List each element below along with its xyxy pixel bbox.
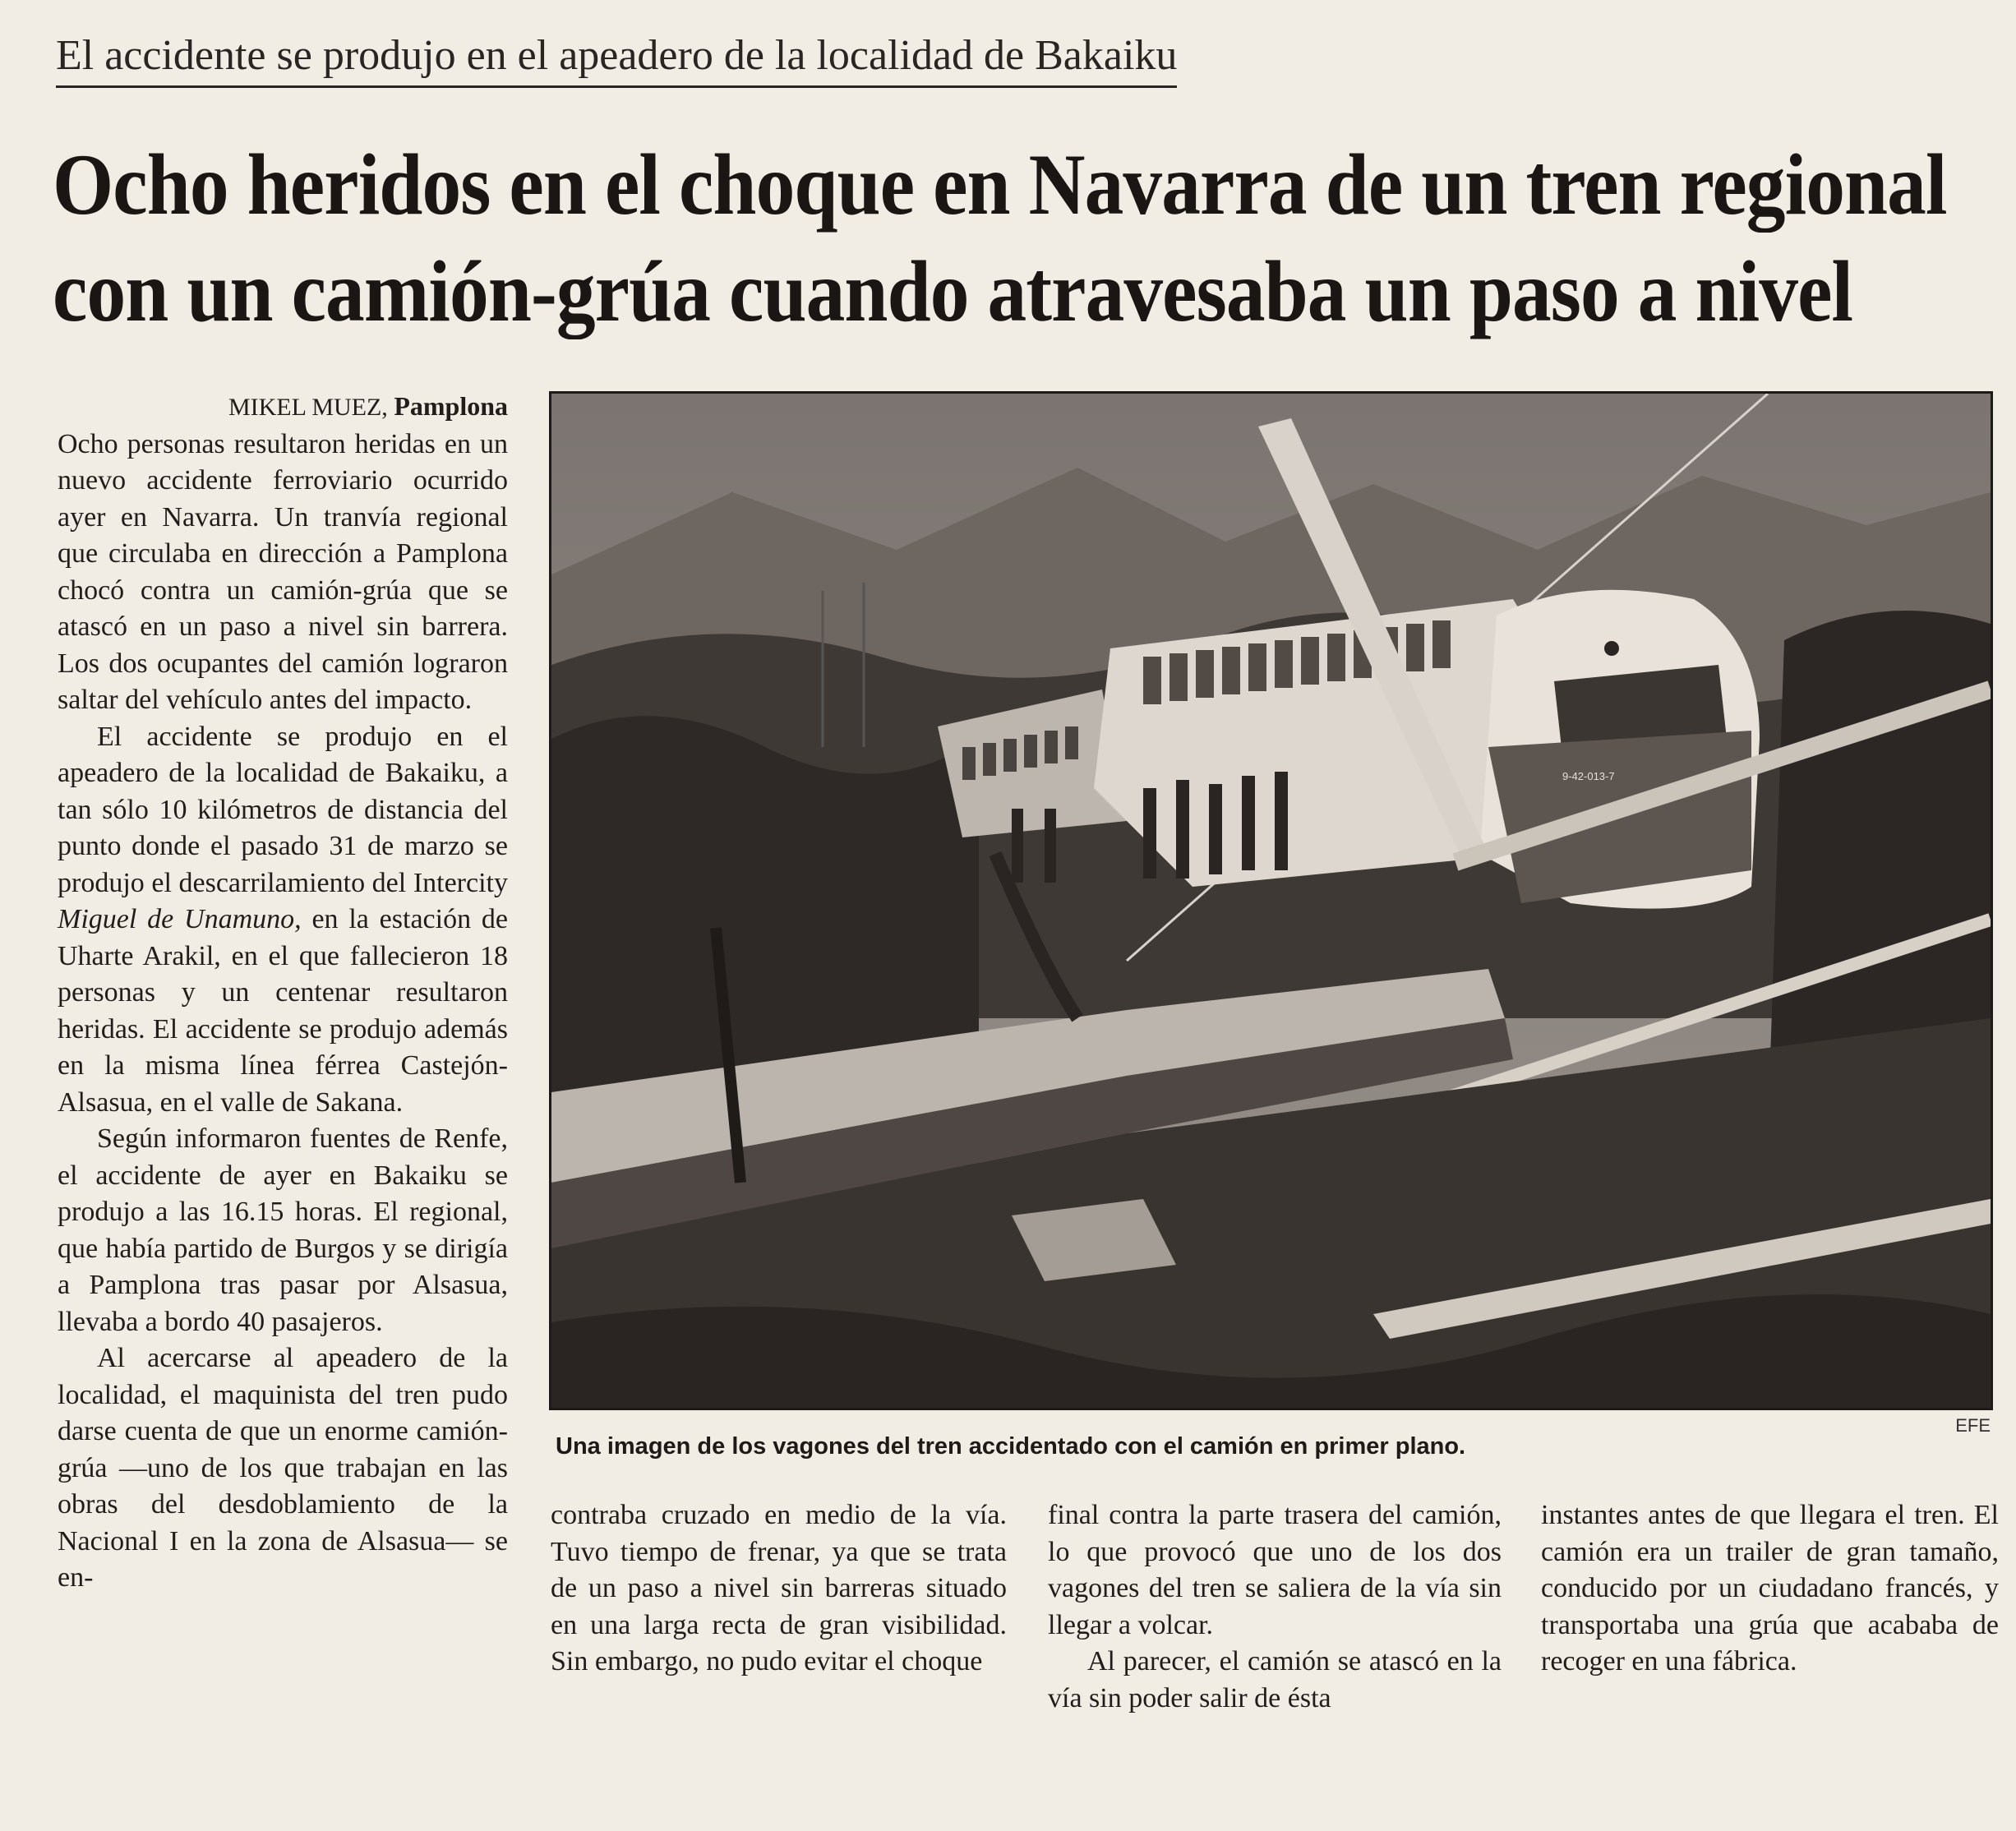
paragraph-2-text-a: El accidente se produjo en el apeadero de la localidad de Bakaiku, a tan sólo 10 kilómetros de distancia del punto donde el pasado 31 de marzo se produjo el descarrilamiento del Intercity <box>58 721 508 898</box>
paragraph-5-start: Al parecer, el camión se atascó en la vía sin poder salir de ésta <box>1048 1646 1502 1713</box>
article-column-1 <box>58 388 508 1597</box>
kicker: El accidente se produjo en el apeadero de la localidad de Bakaiku <box>56 31 1177 88</box>
paragraph-2 <box>58 719 508 1122</box>
paragraph-3: Según informaron fuentes de Renfe, el accidente de ayer en Bakaiku se produjo a las 16.15 horas. El regional, que había partido de Burgos y se dirigía a Pamplona tras pasar por Alsasua, llevaba a bordo 40 pasajeros. <box>58 1123 508 1337</box>
byline-author: MIKEL MUEZ, <box>228 394 388 421</box>
photo-credit: EFE <box>1955 1415 1991 1436</box>
train-number-label: 9-42-013-7 <box>1562 770 1615 782</box>
headline <box>53 131 1984 345</box>
article-column-3 <box>1048 1497 1502 1717</box>
paragraph-4-continued: contraba cruzado en medio de la vía. Tuvo tiempo de frenar, ya que se trata de un paso a nivel sin barreras situado en una larga recta de gran visibilidad. Sin embargo, no pudo evitar el choque <box>551 1500 1007 1676</box>
train-crash-illustration <box>551 394 1991 1408</box>
paragraph-1: Ocho personas resultaron heridas en un nuevo accidente ferroviario ocurrido ayer en Navarra. Un tranvía regional que circulaba en dirección a Pamplona chocó contra un camión-grúa que se atascó en un paso a nivel sin barrera. Los dos ocupantes del camión lograron saltar del vehículo antes del impacto. <box>58 428 508 715</box>
byline <box>58 388 508 427</box>
headline-line-1: Ocho heridos en el choque en Navarra de un tren regional <box>53 136 1947 233</box>
article-column-4 <box>1541 1497 1999 1681</box>
news-photo <box>549 391 1993 1410</box>
article-column-2 <box>551 1497 1007 1681</box>
byline-city: Pamplona <box>394 391 508 421</box>
paragraph-2-text-b: en la estación de Uharte Arakil, en el que fallecieron 18 personas y un centenar resultaron heridas. El accidente se produjo además en la misma línea férrea Castejón-Alsasua, en el valle de Sakana. <box>58 904 508 1118</box>
paragraph-5-end: instantes antes de que llegara el tren. El camión era un trailer de gran tamaño, conducido por un ciudadano francés, y transportaba una grúa que acababa de recoger en una fábrica. <box>1541 1500 1999 1676</box>
paragraph-4-start: Al acercarse al apeadero de la localidad, el maquinista del tren pudo darse cuenta de que un enorme camión-grúa —uno de los que trabajan en las obras del desdoblamiento de la Nacional I en la zona de Alsasua— se en- <box>58 1343 508 1593</box>
photo-caption: Una imagen de los vagones del tren accidentado con el camión en primer plano. <box>556 1433 1466 1460</box>
headline-line-2: con un camión-grúa cuando atravesaba un paso a nivel <box>53 243 1853 339</box>
paragraph-2-italic: Miguel de Unamuno, <box>58 904 302 934</box>
paragraph-4-end: final contra la parte trasera del camión, lo que provocó que uno de los dos vagones del tren se saliera de la vía sin llegar a volcar. <box>1048 1500 1502 1640</box>
